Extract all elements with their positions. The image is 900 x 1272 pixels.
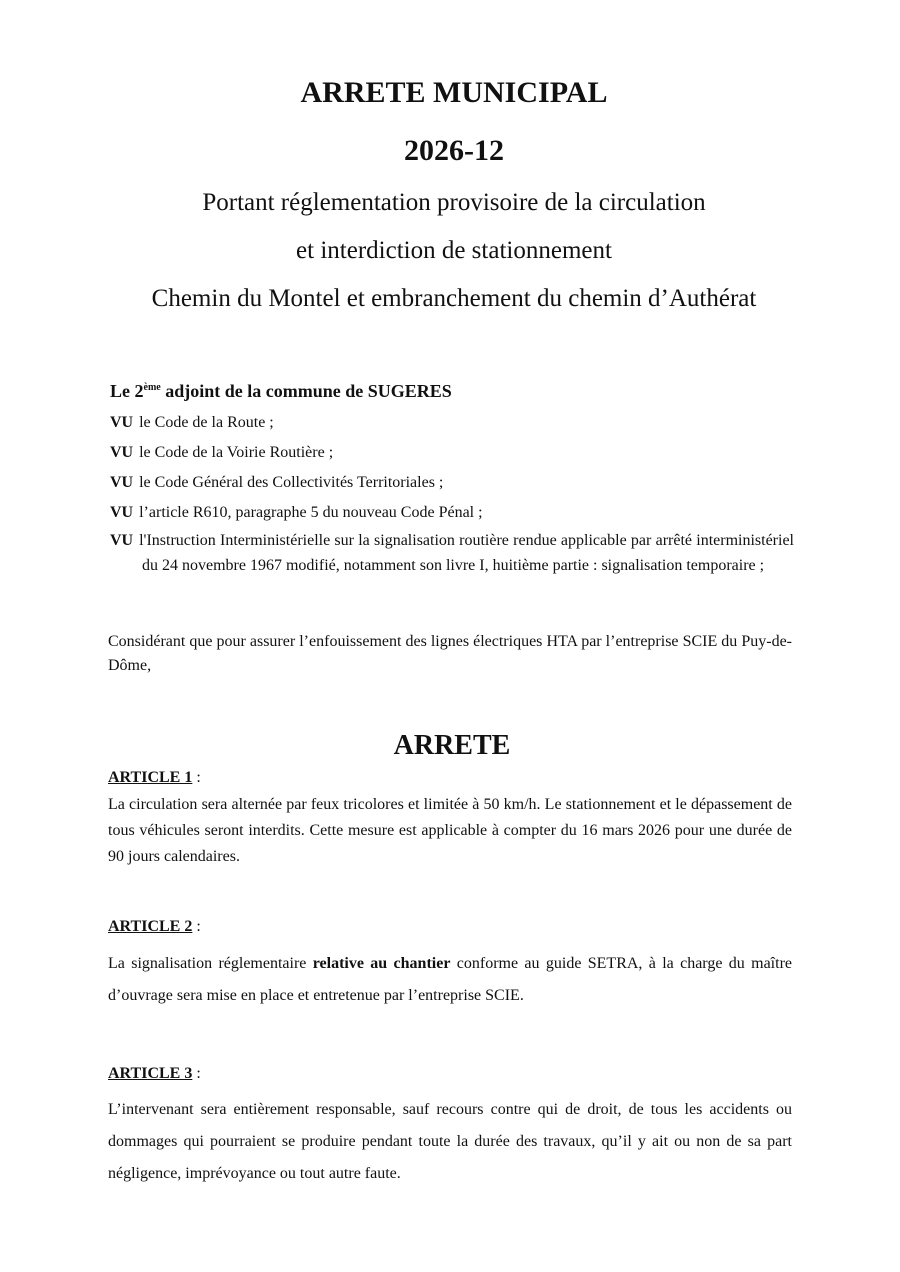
- vu-item: VU le Code de la Route ;: [110, 414, 274, 431]
- article-2-bold-text: relative au chantier: [312, 955, 451, 972]
- mayor-heading: Le 2ème adjoint de la commune de SUGERES: [110, 381, 452, 401]
- arrete-heading: ARRETE: [393, 730, 511, 761]
- subtitle-line-1: Portant réglementation provisoire de la circulation: [202, 189, 706, 216]
- vu-item: VU le Code de la Voirie Routière ;: [110, 444, 334, 461]
- article-3-text: L’intervenant sera entièrement responsable, sauf recours contre qui de droit, de tous les accidents ou dommages qui pourraient se produire pendant toute la durée des travaux, qu’il y ait ou non de sa part négligence, imprévoyance ou tout autre faute.: [108, 1101, 792, 1182]
- article-1-text: La circulation sera alternée par feux tricolores et limitée à 50 km/h. Le stationnement et le dépassement de tous véhicules seront interdits. Cette mesure est applicable à compter du 16 mars 2026 pour une durée de 90 jours calendaires.: [108, 796, 792, 865]
- article-2-text: La signalisation réglementaire relative au chantier conforme au guide SETRA, à la charge du maître d’ouvrage sera mise en place et entretenue par l’entreprise SCIE.: [108, 955, 793, 1004]
- article-2-title: ARTICLE 2 :: [108, 918, 201, 935]
- vu-item: VU l'Instruction Interministérielle sur la signalisation routière rendue applicable par arrêté interministériel du 24 novembre 1967 modifié, notamment son livre I, huitième partie : signalisation temporaire ;: [110, 532, 794, 574]
- subtitle-line-2: et interdiction de stationnement: [296, 237, 612, 264]
- document-title: ARRETE MUNICIPAL: [300, 76, 608, 109]
- article-1-title: ARTICLE 1 :: [108, 769, 201, 786]
- article-3-title: ARTICLE 3 :: [108, 1065, 201, 1082]
- subtitle-line-3: Chemin du Montel et embranchement du chemin d’Authérat: [151, 285, 757, 312]
- vu-item: VU le Code Général des Collectivités Territoriales ;: [110, 474, 444, 491]
- vu-item: VU l’article R610, paragraphe 5 du nouveau Code Pénal ;: [110, 504, 483, 521]
- decree-number: 2026-12: [404, 134, 504, 167]
- considerant-paragraph: Considérant que pour assurer l’enfouissement des lignes électriques HTA par l’entreprise SCIE du Puy-de-Dôme,: [108, 633, 792, 674]
